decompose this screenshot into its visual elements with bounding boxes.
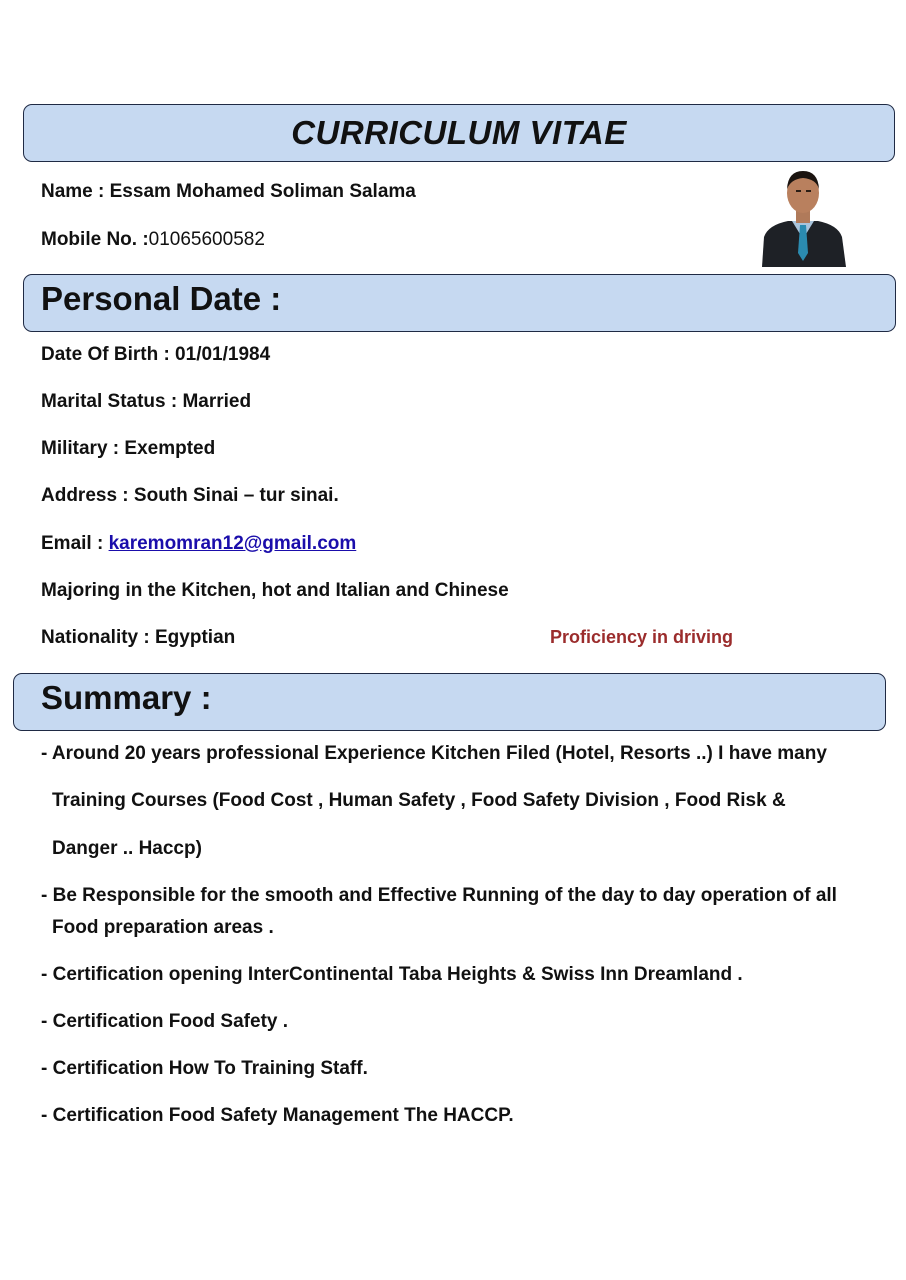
summary-line: - Certification How To Training Staff. — [41, 1058, 368, 1079]
summary-line: - Certification opening InterContinental Taba Heights & Swiss Inn Dreamland . — [41, 964, 743, 985]
nationality-line: Nationality : Egyptian — [41, 627, 236, 648]
summary-line: - Be Responsible for the smooth and Effective Running of the day to day operation of all — [41, 885, 837, 906]
driving-note: Proficiency in driving — [550, 627, 734, 647]
personal-heading: Personal Date : — [41, 280, 282, 317]
dob-line: Date Of Birth : 01/01/1984 — [41, 344, 271, 365]
summary-line: Training Courses (Food Cost , Human Safety , Food Safety Division , Food Risk & — [52, 790, 786, 811]
email-label: Email : — [41, 533, 109, 554]
name-line: Name : Essam Mohamed Soliman Salama — [41, 181, 416, 202]
personal-section-banner — [23, 274, 896, 332]
summary-section-banner — [13, 673, 886, 731]
summary-line: Danger .. Haccp) — [52, 838, 202, 859]
summary-line: - Certification Food Safety . — [41, 1011, 289, 1032]
summary-line: Food preparation areas . — [52, 917, 274, 938]
summary-heading: Summary : — [41, 679, 212, 716]
majoring-line: Majoring in the Kitchen, hot and Italian and Chinese — [41, 580, 509, 601]
mobile-number: 01065600582 — [148, 229, 265, 250]
summary-line: - Around 20 years professional Experience Kitchen Filed (Hotel, Resorts ..) I have many — [41, 743, 827, 764]
address-line: Address : South Sinai – tur sinai. — [41, 485, 339, 506]
page-title: CURRICULUM VITAE — [291, 114, 627, 151]
mobile-label: Mobile No. : — [41, 229, 149, 250]
email-line — [41, 533, 356, 555]
mobile-line — [41, 229, 265, 251]
email-link[interactable]: karemomran12@gmail.com — [108, 533, 357, 554]
marital-line: Marital Status : Married — [41, 391, 252, 412]
summary-line: - Certification Food Safety Management The HACCP. — [41, 1105, 514, 1126]
title-banner — [23, 104, 895, 162]
military-line: Military : Exempted — [41, 438, 216, 459]
profile-photo — [758, 165, 848, 267]
